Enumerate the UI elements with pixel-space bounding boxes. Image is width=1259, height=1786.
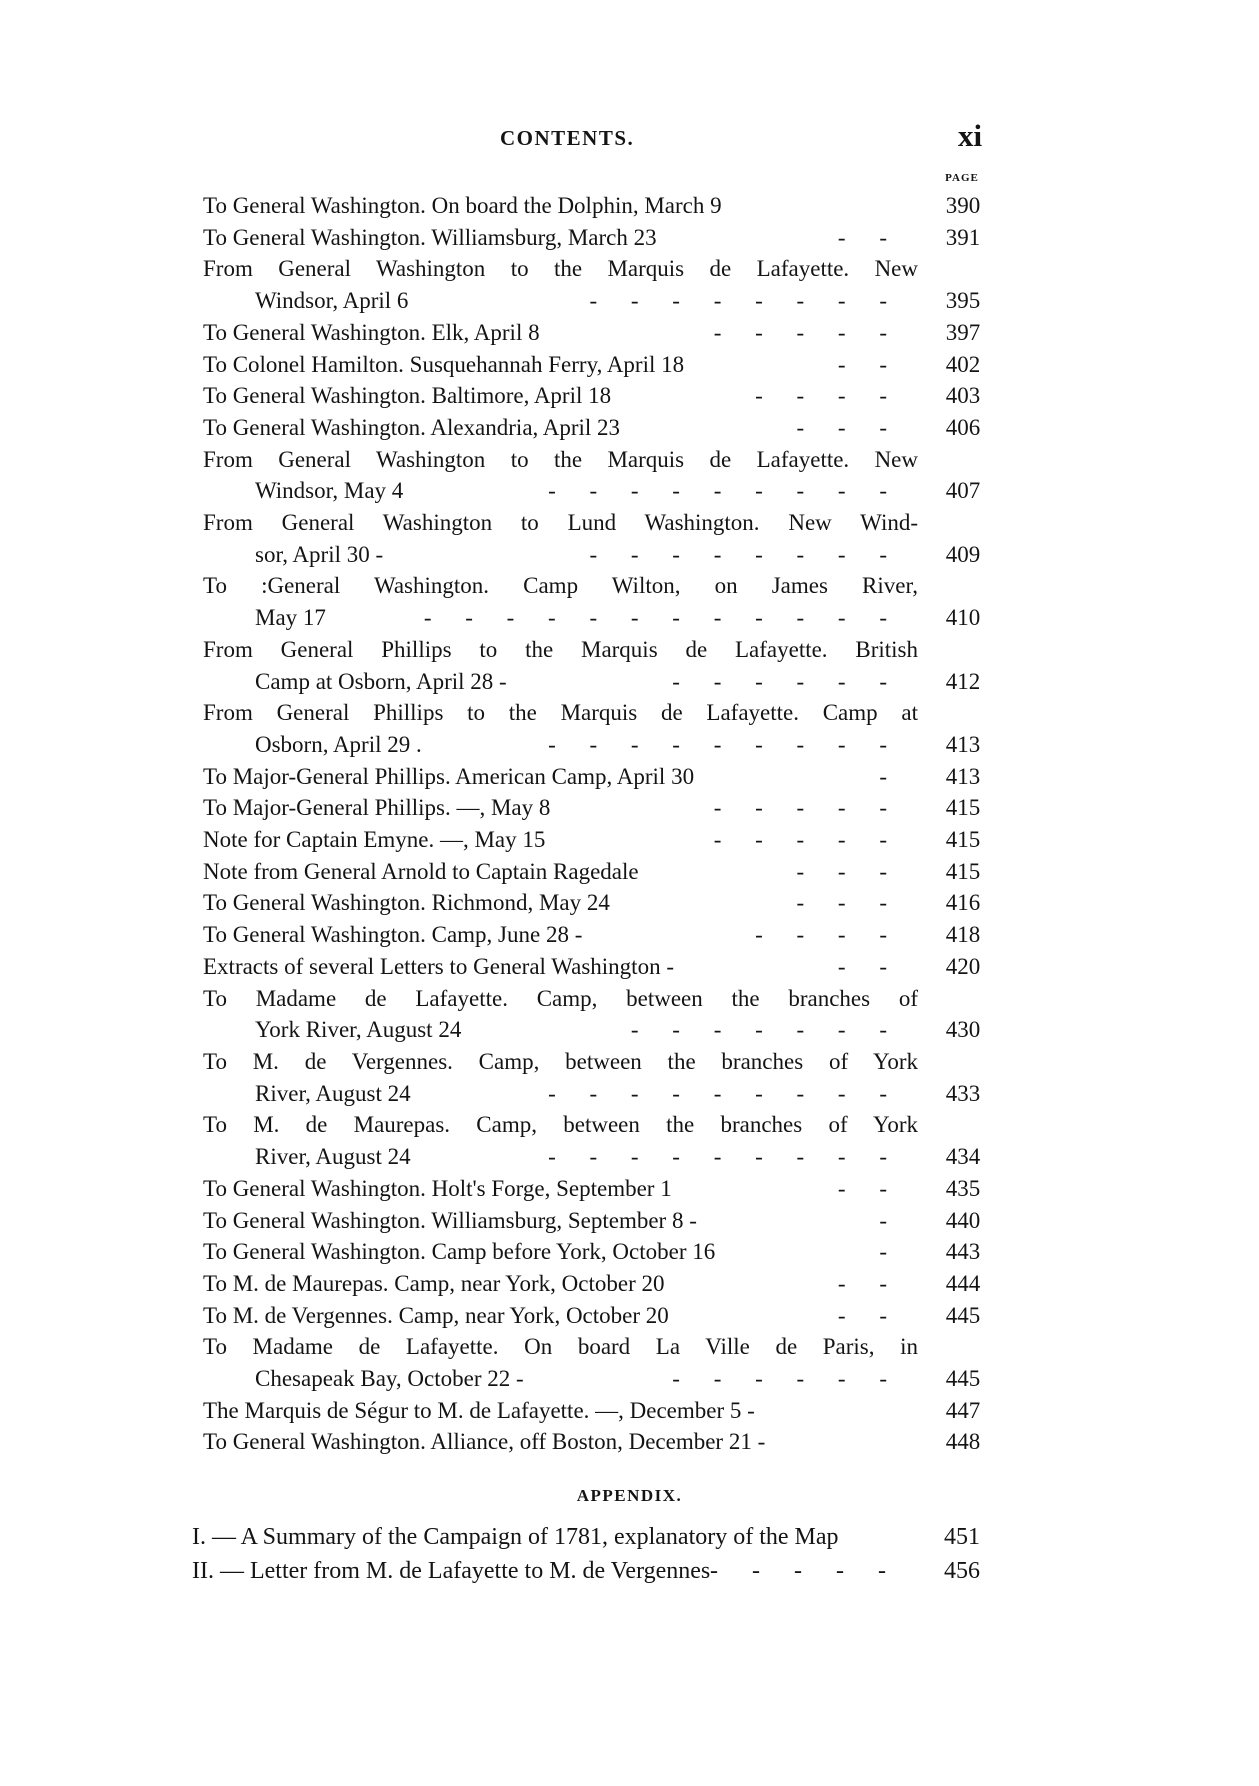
leader-dashes: - - - - - - - - - [548, 1080, 901, 1106]
entry-page-number: 445 [945, 1302, 981, 1328]
toc-entry [192, 1520, 992, 1554]
toc-entry [203, 634, 993, 697]
entry-final-line [203, 222, 993, 254]
entry-page-number: 407 [945, 478, 981, 504]
entry-page-number: 415 [945, 795, 981, 821]
leader-dashes: - - [837, 351, 901, 377]
leader-dashes: - - - - - - [672, 668, 901, 694]
entry-final-line [203, 1236, 993, 1268]
leader-dashes: - - [837, 1270, 901, 1296]
entry-final-line [203, 1173, 993, 1205]
entry-final-line [203, 1014, 993, 1046]
entry-text: To General Washington. Camp before York, October 16 [203, 1239, 716, 1265]
entry-text: Note for Captain Emyne. —, May 15 [203, 827, 546, 853]
entry-text: I. — A Summary of the Campaign of 1781, explanatory of the Map [192, 1524, 839, 1550]
toc-entry [203, 1395, 993, 1427]
leader-dashes: - - - - - - - - - [548, 1144, 901, 1170]
entry-text: Osborn, April 29 . [255, 731, 422, 757]
entry-page-number: 447 [945, 1397, 981, 1423]
entry-title-line: From General Phillips to the Marquis de Lafayette. British [203, 636, 918, 662]
entry-final-line [192, 1520, 992, 1554]
entry-title-line: To :General Washington. Camp Wilton, on James River, [203, 573, 918, 599]
leader-dashes: - [879, 763, 901, 789]
entry-page-number: 444 [945, 1270, 981, 1296]
entry-page-number: 403 [945, 383, 981, 409]
leader-dashes: - - [837, 1175, 901, 1201]
entry-page-number: 402 [945, 351, 981, 377]
entry-final-line [203, 539, 993, 571]
entry-title-line: To M. de Vergennes. Camp, between the branches of York [203, 1048, 918, 1074]
entry-text: To General Washington. Williamsburg, March 23 [203, 224, 657, 250]
entry-final-line [203, 380, 993, 412]
entry-final-line [203, 1141, 993, 1173]
entry-page-number: 420 [945, 953, 981, 979]
leader-dashes: - - - - - [713, 795, 901, 821]
entry-page-number: 456 [944, 1558, 980, 1584]
entry-page-number: 448 [945, 1429, 981, 1455]
entry-title-line: From General Washington to the Marquis de Lafayette. New [203, 256, 918, 282]
leader-dashes: - - - - - - - - - - - - [423, 605, 901, 631]
entry-text: To M. de Maurepas. Camp, near York, October 20 [203, 1270, 665, 1296]
entry-text: The Marquis de Ségur to M. de Lafayette. —, December 5 - [203, 1397, 755, 1423]
toc-entry [203, 856, 993, 888]
entry-final-line [203, 1426, 993, 1458]
leader-dashes: - - - - [755, 383, 901, 409]
entry-title-line: To Madame de Lafayette. Camp, between the branches of [203, 985, 918, 1011]
entry-page-number: 413 [945, 763, 981, 789]
toc-entry [192, 1554, 992, 1588]
entry-page-number: 395 [945, 288, 981, 314]
entry-page-number: 445 [945, 1366, 981, 1392]
entry-text: To General Washington. Baltimore, April 18 [203, 383, 612, 409]
entry-final-line [203, 412, 993, 444]
entry-page-number: 406 [945, 414, 981, 440]
entry-page-number: 433 [945, 1080, 981, 1106]
toc-entry [203, 1331, 993, 1394]
entry-text: To Major-General Phillips. American Camp, April 30 [203, 763, 695, 789]
leader-dashes: - - [837, 1302, 901, 1328]
toc-entry [203, 951, 993, 983]
entry-page-number: 443 [945, 1239, 981, 1265]
entry-text: To General Washington. Camp, June 28 - [203, 922, 583, 948]
page-column-label: PAGE [945, 172, 979, 184]
entry-final-line [203, 602, 993, 634]
appendix-heading: APPENDIX. [576, 1486, 683, 1505]
leader-dashes: - - - - - - - - [589, 288, 901, 314]
entry-text: To General Washington. Richmond, May 24 [203, 890, 610, 916]
leader-dashes: - - - - - [713, 827, 901, 853]
toc-entry [203, 1268, 993, 1300]
toc-entry [203, 253, 993, 316]
page-number: xi [958, 118, 983, 153]
entry-text: To General Washington. Williamsburg, September 8 - [203, 1207, 697, 1233]
running-header [0, 118, 1259, 158]
entry-text: To General Washington. On board the Dolphin, March 9 [203, 193, 722, 218]
toc-entry [203, 1300, 993, 1332]
entry-text: To General Washington. Elk, April 8 [203, 319, 540, 345]
toc-entry [203, 919, 993, 951]
entry-page-number: 390 [945, 193, 981, 218]
entry-page-number: 410 [945, 605, 981, 631]
entry-text: To General Washington. Alliance, off Boston, December 21 - [203, 1429, 766, 1455]
entry-page-number: 418 [945, 922, 981, 948]
toc-entry [203, 887, 993, 919]
entry-text: River, August 24 [255, 1144, 411, 1170]
entry-text: II. — Letter from M. de Lafayette to M. de Vergennes [192, 1558, 711, 1584]
leader-dashes: - - - - - - - - - [548, 478, 901, 504]
toc-entry [203, 1236, 993, 1268]
entry-page-number: 416 [945, 890, 981, 916]
toc-entry [203, 792, 993, 824]
entry-final-line [203, 792, 993, 824]
entry-text: York River, August 24 [255, 1017, 462, 1043]
entry-final-line [192, 1554, 992, 1588]
leader-dashes: - - - - - - - - [589, 541, 901, 567]
toc-entry [203, 222, 993, 254]
toc-entry [203, 1109, 993, 1172]
entry-text: sor, April 30 - [255, 541, 384, 567]
entry-final-line [203, 666, 993, 698]
leader-dashes: - - - - - - [672, 1366, 901, 1392]
entry-text: To General Washington. Holt's Forge, September 1 [203, 1175, 672, 1201]
leader-dashes: - [879, 1239, 901, 1265]
leader-dashes: - - - [796, 414, 901, 440]
entry-final-line [203, 349, 993, 381]
entry-final-line [203, 285, 993, 317]
entry-final-line [203, 1268, 993, 1300]
toc-entry [203, 1173, 993, 1205]
entry-page-number: 435 [945, 1175, 981, 1201]
toc-entry [203, 412, 993, 444]
contents-list [203, 190, 993, 1458]
appendix-list [192, 1520, 992, 1588]
entry-page-number: 451 [944, 1524, 980, 1550]
entry-text: To Colonel Hamilton. Susquehannah Ferry, April 18 [203, 351, 685, 377]
toc-entry [203, 983, 993, 1046]
entry-page-number: 409 [945, 541, 981, 567]
entry-text: Windsor, April 6 [255, 288, 409, 314]
entry-page-number: 415 [945, 858, 981, 884]
toc-entry [203, 190, 993, 222]
entry-text: May 17 [255, 605, 326, 631]
entry-title-line: From General Washington to the Marquis de Lafayette. New [203, 446, 918, 472]
entry-text: Camp at Osborn, April 28 - [255, 668, 507, 694]
entry-text: To Major-General Phillips. —, May 8 [203, 795, 551, 821]
entry-final-line [203, 1300, 993, 1332]
toc-entry [203, 507, 993, 570]
entry-page-number: 415 [945, 827, 981, 853]
entry-final-line [203, 475, 993, 507]
entry-text: Chesapeak Bay, October 22 - [255, 1366, 524, 1392]
toc-entry [203, 1046, 993, 1109]
toc-entry [203, 761, 993, 793]
entry-final-line [203, 1205, 993, 1237]
entry-page-number: 397 [945, 319, 981, 345]
entry-final-line [203, 761, 993, 793]
entry-title-line: From General Phillips to the Marquis de Lafayette. Camp at [203, 700, 918, 726]
toc-entry [203, 824, 993, 856]
page-title: CONTENTS. [500, 126, 635, 150]
leader-dashes: - - [837, 224, 901, 250]
entry-text: Extracts of several Letters to General Washington - [203, 953, 674, 979]
leader-dashes: - - - - - [713, 319, 901, 345]
toc-entry [203, 570, 993, 633]
entry-final-line [203, 1395, 993, 1427]
entry-final-line [203, 951, 993, 983]
entry-text: To General Washington. Alexandria, April 23 [203, 414, 621, 440]
toc-entry [203, 380, 993, 412]
entry-title-line: To M. de Maurepas. Camp, between the branches of York [203, 1112, 918, 1138]
entry-final-line [203, 887, 993, 919]
leader-dashes: - - - [796, 890, 901, 916]
leader-dashes: - - - - - - - [630, 1017, 901, 1043]
entry-final-line [203, 856, 993, 888]
toc-entry [203, 317, 993, 349]
entry-text: Note from General Arnold to Captain Ragedale [203, 858, 639, 884]
entry-text: To M. de Vergennes. Camp, near York, October 20 [203, 1302, 669, 1328]
leader-dashes: - - - - - [710, 1558, 900, 1584]
entry-title-line: To Madame de Lafayette. On board La Ville de Paris, in [203, 1334, 918, 1360]
entry-page-number: 391 [945, 224, 981, 250]
entry-page-number: 434 [945, 1144, 981, 1170]
entry-final-line [203, 824, 993, 856]
entry-final-line [203, 1078, 993, 1110]
entry-final-line [203, 1363, 993, 1395]
entry-final-line [203, 190, 993, 222]
entry-text: Windsor, May 4 [255, 478, 404, 504]
entry-final-line [203, 729, 993, 761]
entry-page-number: 412 [945, 668, 981, 694]
leader-dashes: - - [837, 953, 901, 979]
leader-dashes: - - - - [755, 922, 901, 948]
toc-entry [203, 444, 993, 507]
entry-page-number: 413 [945, 731, 981, 757]
leader-dashes: - [879, 1207, 901, 1233]
entry-text: River, August 24 [255, 1080, 411, 1106]
toc-entry [203, 1426, 993, 1458]
toc-entry [203, 697, 993, 760]
entry-final-line [203, 317, 993, 349]
leader-dashes: - - - [796, 858, 901, 884]
toc-entry [203, 349, 993, 381]
entry-page-number: 430 [945, 1017, 981, 1043]
entry-title-line: From General Washington to Lund Washington. New Wind- [203, 510, 918, 536]
entry-final-line [203, 919, 993, 951]
toc-entry [203, 1205, 993, 1237]
leader-dashes: - - - - - - - - - [548, 731, 901, 757]
entry-page-number: 440 [945, 1207, 981, 1233]
